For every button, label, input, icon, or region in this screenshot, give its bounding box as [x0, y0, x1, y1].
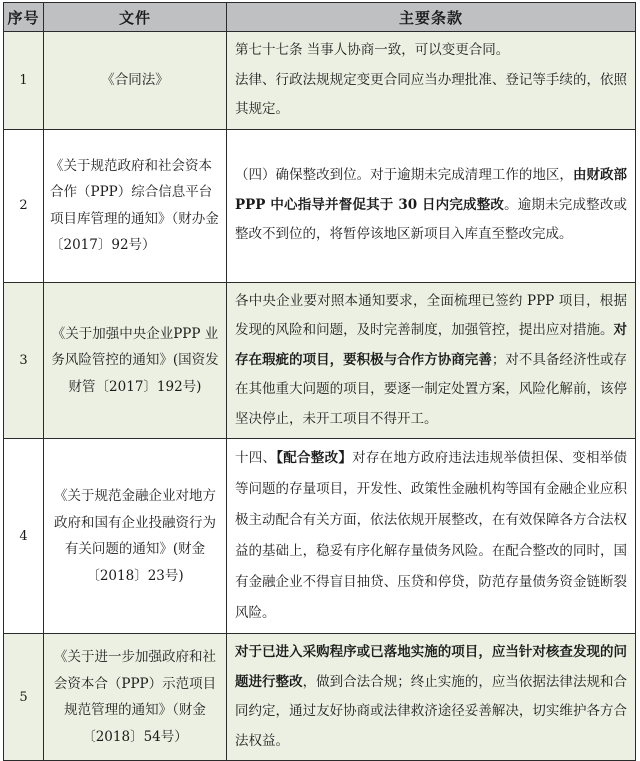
header-terms: 主要条款 [227, 3, 636, 32]
row-num: 1 [4, 32, 44, 130]
terms-bold-text: 由财政部 PPP 中心指导并督促其于 30 日内完成整改 [235, 167, 628, 213]
terms-bold-text: 对于已进入采购程序或已落地实施的项目，应当针对核查发现的问题进行整改 [235, 644, 627, 690]
row-terms [227, 129, 636, 282]
table-row [4, 32, 636, 130]
row-file: 《关于规范政府和社会资本合作（PPP）综合信息平台项目库管理的通知》（财办金〔2017〕92号） [44, 129, 227, 282]
row-num: 3 [4, 282, 44, 439]
terms-paragraph: 法律、行政法规规定变更合同应当办理批准、登记等手续的，依照其规定。 [235, 71, 627, 117]
table-header-row [4, 3, 636, 32]
row-num: 5 [4, 634, 44, 761]
terms-text: ；对不具备经济性或存在其他重大问题的项目，要逐一制定处置方案，风险化解前，该停坚决停止，未开工项目不得开工。 [235, 351, 628, 427]
terms-text: 十四、 [235, 450, 277, 466]
terms-text: 。逾期未完成整改或整改不到位的，将暂停该地区新项目入库直至整改完成。 [235, 196, 628, 243]
terms-text: （四）确保整改到位。对于逾期未完成清理工作的地区， [235, 167, 573, 184]
policy-table [3, 2, 636, 761]
table-row [4, 439, 636, 634]
row-terms [227, 634, 636, 761]
row-file: 《合同法》 [44, 32, 227, 130]
terms-paragraph: 第七十七条 当事人协商一致，可以变更合同。 [235, 42, 510, 58]
header-num: 序号 [4, 3, 44, 32]
row-file: 《关于进一步加强政府和社会资本合（PPP）示范项目规范管理的通知》（财金〔2018〕54号） [44, 634, 227, 761]
table-row [4, 282, 636, 439]
row-file: 《关于规范金融企业对地方政府和国有企业投融资行为有关问题的通知》(财金〔2018〕23号) [44, 439, 227, 634]
terms-text: 各中央企业要对照本通知要求，全面梳理已签约 PPP 项目，根据发现的风险和问题，及时完善制度，加强管控，提出应对措施。 [235, 292, 627, 338]
table-row [4, 129, 636, 282]
row-num: 2 [4, 129, 44, 282]
terms-bold-text: 【配合整改】 [276, 450, 353, 466]
row-file: 《关于加强中央企业PPP 业务风险管控的通知》(国资发财管〔2017〕192号) [44, 282, 227, 439]
header-file: 文件 [44, 3, 227, 32]
row-terms [227, 282, 636, 439]
terms-bold-text: 对存在瑕疵的项目，要积极与合作方协商完善 [235, 322, 627, 368]
table-row [4, 634, 636, 761]
terms-text: ，做到合法合规；终止实施的，应当依据法律法规和合同约定，通过友好协商或法律救济途径妥善解决，切实维护各方合法权益。 [235, 673, 628, 749]
row-terms [227, 32, 636, 130]
terms-text: 对存在地方政府违法违规举债担保、变相举债等问题的存量项目，开发性、政策性金融机构等国有金融企业应积极主动配合有关方面，依法依规开展整改，在有效保障各方合法权益的基础上，稳妥有序化解存量债务风险。在配合整改的同时，国有金融企业不得盲目抽贷、压贷和停贷，防范存量债务资金链断裂风险。 [235, 450, 628, 621]
row-num: 4 [4, 439, 44, 634]
row-terms [227, 439, 636, 634]
